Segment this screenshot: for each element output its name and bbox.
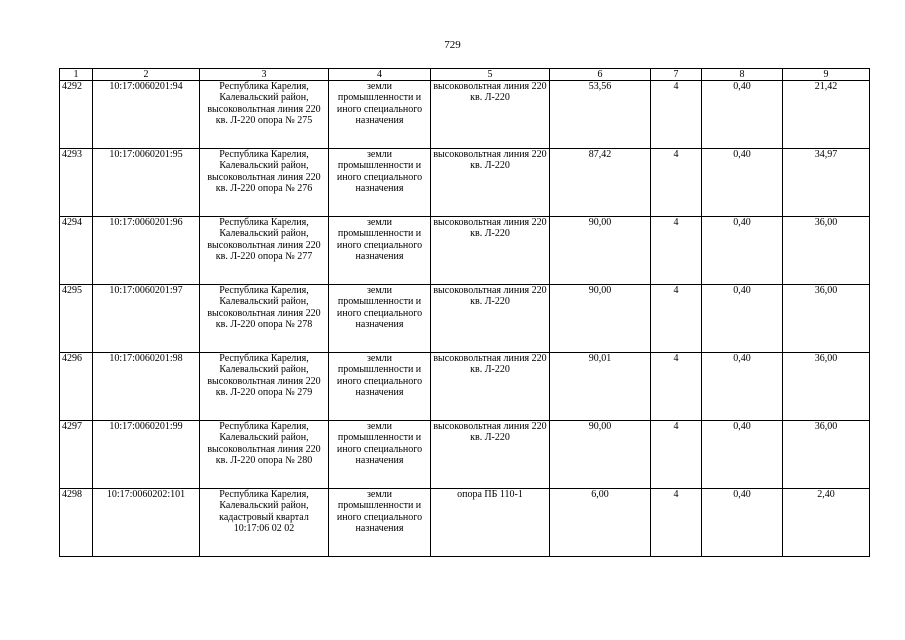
cadastral-number-cell: 10:17:0060201:95 [93,149,200,217]
column-header-2: 2 [93,69,200,81]
permitted-use-cell: высоковольтная линия 220 кв. Л-220 [431,81,550,149]
table-row [60,217,870,285]
column-9-cell: 36,00 [783,285,870,353]
column-8-cell: 0,40 [702,149,783,217]
column-8-cell: 0,40 [702,421,783,489]
row-number-cell: 4294 [60,217,93,285]
permitted-use-cell: высоковольтная линия 220 кв. Л-220 [431,149,550,217]
column-7-cell: 4 [651,353,702,421]
column-6-cell: 90,00 [550,285,651,353]
cadastral-number-cell: 10:17:0060201:99 [93,421,200,489]
permitted-use-cell: опора ПБ 110-1 [431,489,550,557]
column-6-cell: 87,42 [550,149,651,217]
column-9-cell: 2,40 [783,489,870,557]
table-row [60,353,870,421]
row-number-cell: 4292 [60,81,93,149]
column-header-1: 1 [60,69,93,81]
column-7-cell: 4 [651,149,702,217]
column-8-cell: 0,40 [702,285,783,353]
column-9-cell: 36,00 [783,353,870,421]
address-cell: Республика Карелия, Калевальский район, высоковольтная линия 220 кв. Л-220 опора № 278 [200,285,329,353]
column-header-3: 3 [200,69,329,81]
column-header-6: 6 [550,69,651,81]
address-cell: Республика Карелия, Калевальский район, высоковольтная линия 220 кв. Л-220 опора № 280 [200,421,329,489]
land-category-cell: земли промышленности и иного специального назначения [329,353,431,421]
land-category-cell: земли промышленности и иного специального назначения [329,149,431,217]
permitted-use-cell: высоковольтная линия 220 кв. Л-220 [431,353,550,421]
land-category-cell: земли промышленности и иного специального назначения [329,81,431,149]
table-header-row [60,69,870,81]
permitted-use-cell: высоковольтная линия 220 кв. Л-220 [431,421,550,489]
row-number-cell: 4293 [60,149,93,217]
cadastral-number-cell: 10:17:0060201:96 [93,217,200,285]
address-cell: Республика Карелия, Калевальский район, высоковольтная линия 220 кв. Л-220 опора № 276 [200,149,329,217]
row-number-cell: 4295 [60,285,93,353]
table-row [60,421,870,489]
column-6-cell: 90,00 [550,421,651,489]
column-7-cell: 4 [651,285,702,353]
row-number-cell: 4298 [60,489,93,557]
column-header-4: 4 [329,69,431,81]
column-header-9: 9 [783,69,870,81]
column-header-8: 8 [702,69,783,81]
permitted-use-cell: высоковольтная линия 220 кв. Л-220 [431,217,550,285]
column-header-5: 5 [431,69,550,81]
column-7-cell: 4 [651,81,702,149]
land-category-cell: земли промышленности и иного специального назначения [329,421,431,489]
column-9-cell: 36,00 [783,421,870,489]
page-number: 729 [444,39,461,51]
cadastral-number-cell: 10:17:0060201:98 [93,353,200,421]
land-category-cell: земли промышленности и иного специального назначения [329,489,431,557]
address-cell: Республика Карелия, Калевальский район, высоковольтная линия 220 кв. Л-220 опора № 277 [200,217,329,285]
land-category-cell: земли промышленности и иного специального назначения [329,217,431,285]
permitted-use-cell: высоковольтная линия 220 кв. Л-220 [431,285,550,353]
column-9-cell: 34,97 [783,149,870,217]
land-plots-table [59,68,870,557]
column-6-cell: 90,00 [550,217,651,285]
cadastral-number-cell: 10:17:0060202:101 [93,489,200,557]
column-7-cell: 4 [651,217,702,285]
column-6-cell: 6,00 [550,489,651,557]
table-row [60,285,870,353]
column-7-cell: 4 [651,421,702,489]
column-9-cell: 36,00 [783,217,870,285]
row-number-cell: 4297 [60,421,93,489]
table-row [60,149,870,217]
table-row [60,489,870,557]
column-6-cell: 53,56 [550,81,651,149]
table-row [60,81,870,149]
column-8-cell: 0,40 [702,81,783,149]
address-cell: Республика Карелия, Калевальский район, высоковольтная линия 220 кв. Л-220 опора № 275 [200,81,329,149]
cadastral-number-cell: 10:17:0060201:97 [93,285,200,353]
column-8-cell: 0,40 [702,353,783,421]
column-8-cell: 0,40 [702,489,783,557]
cadastral-number-cell: 10:17:0060201:94 [93,81,200,149]
table-body [60,81,870,557]
column-6-cell: 90,01 [550,353,651,421]
row-number-cell: 4296 [60,353,93,421]
column-header-7: 7 [651,69,702,81]
land-category-cell: земли промышленности и иного специального назначения [329,285,431,353]
column-8-cell: 0,40 [702,217,783,285]
address-cell: Республика Карелия, Калевальский район, высоковольтная линия 220 кв. Л-220 опора № 279 [200,353,329,421]
column-9-cell: 21,42 [783,81,870,149]
column-7-cell: 4 [651,489,702,557]
address-cell: Республика Карелия, Калевальский район, кадастровый квартал 10:17:06 02 02 [200,489,329,557]
